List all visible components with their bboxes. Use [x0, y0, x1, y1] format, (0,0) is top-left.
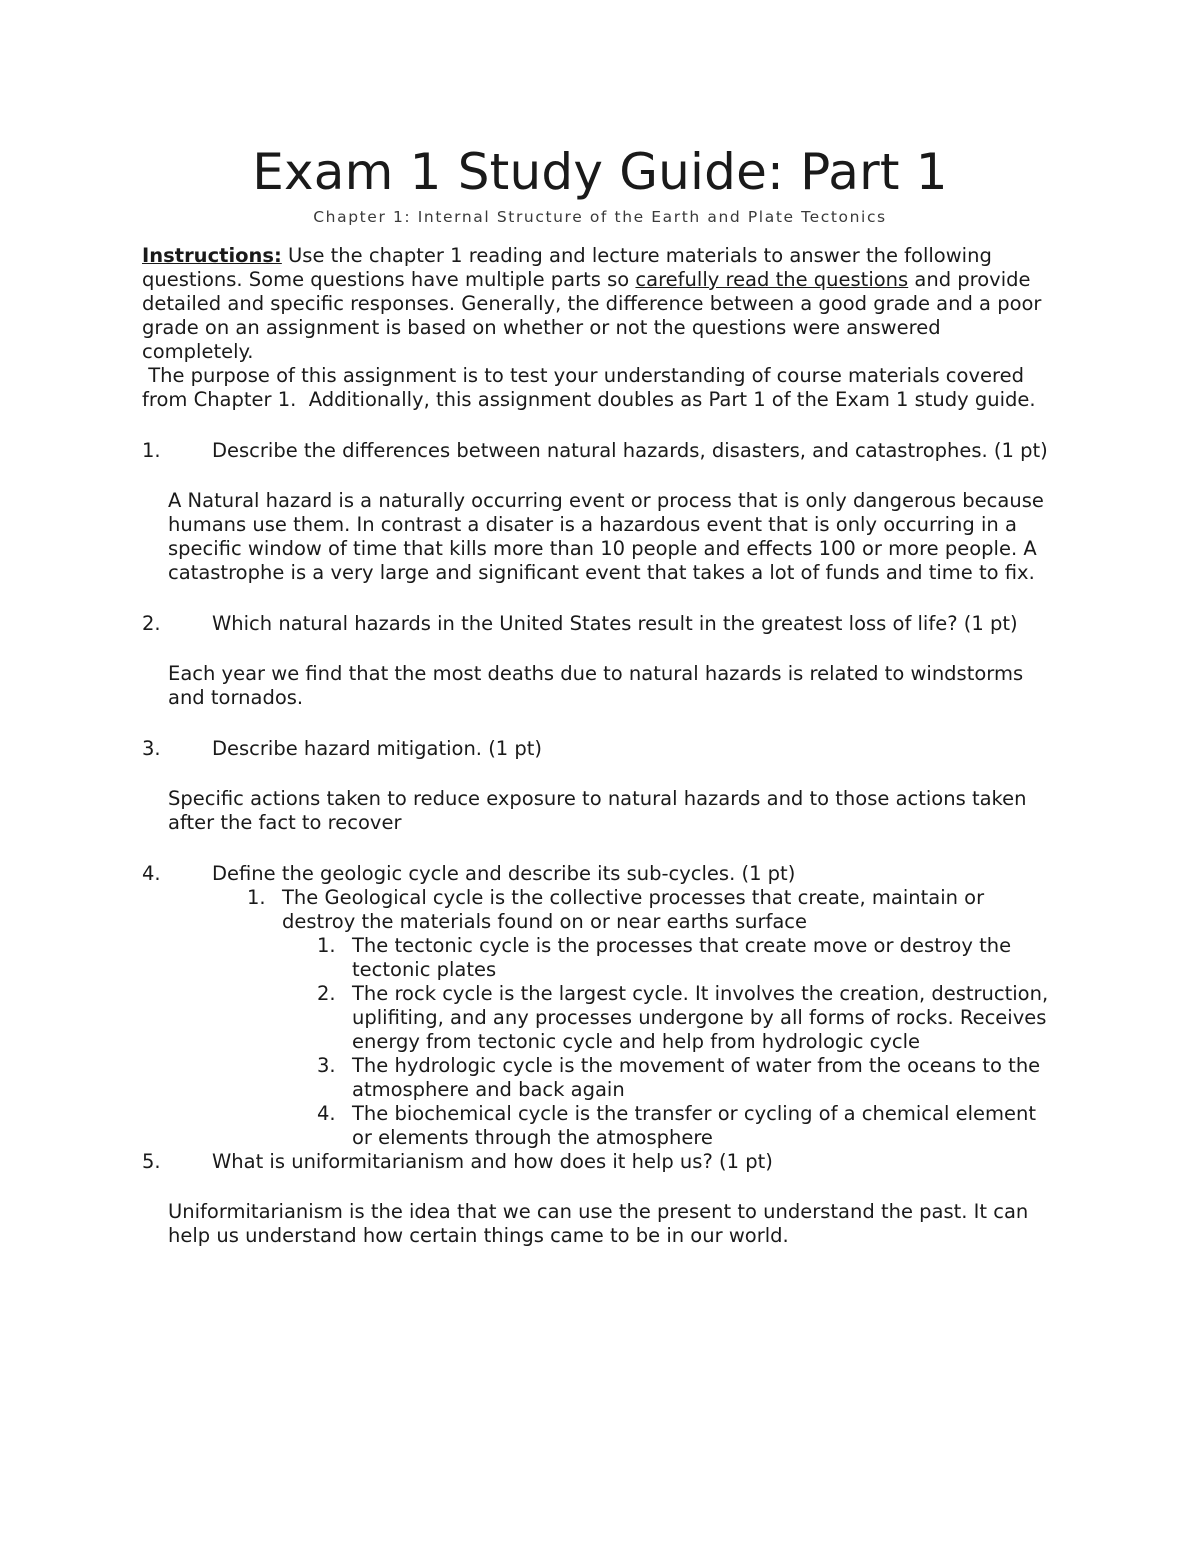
- list-item-number: 1.: [317, 934, 336, 957]
- purpose-paragraph: The purpose of this assignment is to test your understanding of course materials covered from Chapter 1. Additionally, this assignment doubles as Part 1 of the Exam 1 study guide.: [142, 364, 1036, 411]
- question-text: Define the geologic cycle and describe its sub-cycles. (1 pt): [212, 862, 796, 885]
- list-item-text: The hydrologic cycle is the movement of water from the oceans to the atmosphere and back again: [352, 1054, 1041, 1101]
- list-item: [142, 1054, 1058, 1102]
- instructions-underlined: carefully read the questions: [635, 268, 909, 291]
- instructions-label: Instructions:: [142, 244, 282, 267]
- page-title: Exam 1 Study Guide: Part 1: [252, 143, 948, 201]
- question-number: 1.: [142, 439, 161, 462]
- question-text: Describe the differences between natural hazards, disasters, and catastrophes. (1 pt): [212, 439, 1048, 462]
- list-item: [142, 886, 1058, 934]
- list-item: [142, 934, 1058, 982]
- page-subtitle: Chapter 1: Internal Structure of the Earth and Plate Tectonics: [313, 208, 887, 226]
- question-2: [142, 612, 1058, 636]
- instructions-text-b: and provide detailed and specific responses. Generally, the difference between a good grade and a poor grade on an assignment is based on whether or not the questions were answered completely.: [142, 268, 1042, 363]
- instructions-text-a: Use the chapter 1 reading and lecture materials to answer the following questions. Some questions have multiple parts so: [142, 244, 992, 291]
- list-item-number: 2.: [317, 982, 336, 1005]
- question-number: 3.: [142, 737, 161, 760]
- question-5: [142, 1150, 1058, 1174]
- question-1: [142, 439, 1058, 463]
- list-item-text: The rock cycle is the largest cycle. It involves the creation, destruction, uplifiting, and any processes undergone by all forms of rocks. Receives energy from tectonic cycle and help from hydrologic cycle: [352, 982, 1049, 1053]
- list-item-text: The Geological cycle is the collective processes that create, maintain or destroy the materials found on or near earths surface: [282, 886, 985, 933]
- list-item: [142, 982, 1058, 1054]
- instructions-paragraph: [142, 244, 1058, 364]
- answer-2: Each year we find that the most deaths due to natural hazards is related to windstorms and tornados.: [168, 662, 1024, 709]
- question-number: 2.: [142, 612, 161, 635]
- answer-3: Specific actions taken to reduce exposure to natural hazards and to those actions taken after the fact to recover: [168, 787, 1027, 834]
- answer-5: Uniformitarianism is the idea that we can use the present to understand the past. It can help us understand how certain things came to be in our world.: [168, 1200, 1029, 1247]
- list-item-text: The biochemical cycle is the transfer or cycling of a chemical element or elements through the atmosphere: [352, 1102, 1036, 1149]
- list-item-number: 1.: [247, 886, 266, 909]
- list-item-number: 4.: [317, 1102, 336, 1125]
- geologic-cycle-list: [142, 886, 1058, 1150]
- list-item-text: The tectonic cycle is the processes that create move or destroy the tectonic plates: [352, 934, 1012, 981]
- question-number: 5.: [142, 1150, 161, 1173]
- question-4: [142, 862, 1058, 886]
- question-3: [142, 737, 1058, 761]
- question-number: 4.: [142, 862, 161, 885]
- list-item-number: 3.: [317, 1054, 336, 1077]
- answer-1: A Natural hazard is a naturally occurring event or process that is only dangerous because humans use them. In contrast a disater is a hazardous event that is only occurring in a specific window of time that kills more than 10 people and effects 100 or more people. A catastrophe is a very large and significant event that takes a lot of funds and time to fix.: [168, 489, 1044, 584]
- question-text: Which natural hazards in the United States result in the greatest loss of life? (1 pt): [212, 612, 1018, 635]
- list-item: [142, 1102, 1058, 1150]
- question-text: Describe hazard mitigation. (1 pt): [212, 737, 543, 760]
- question-text: What is uniformitarianism and how does it help us? (1 pt): [212, 1150, 773, 1173]
